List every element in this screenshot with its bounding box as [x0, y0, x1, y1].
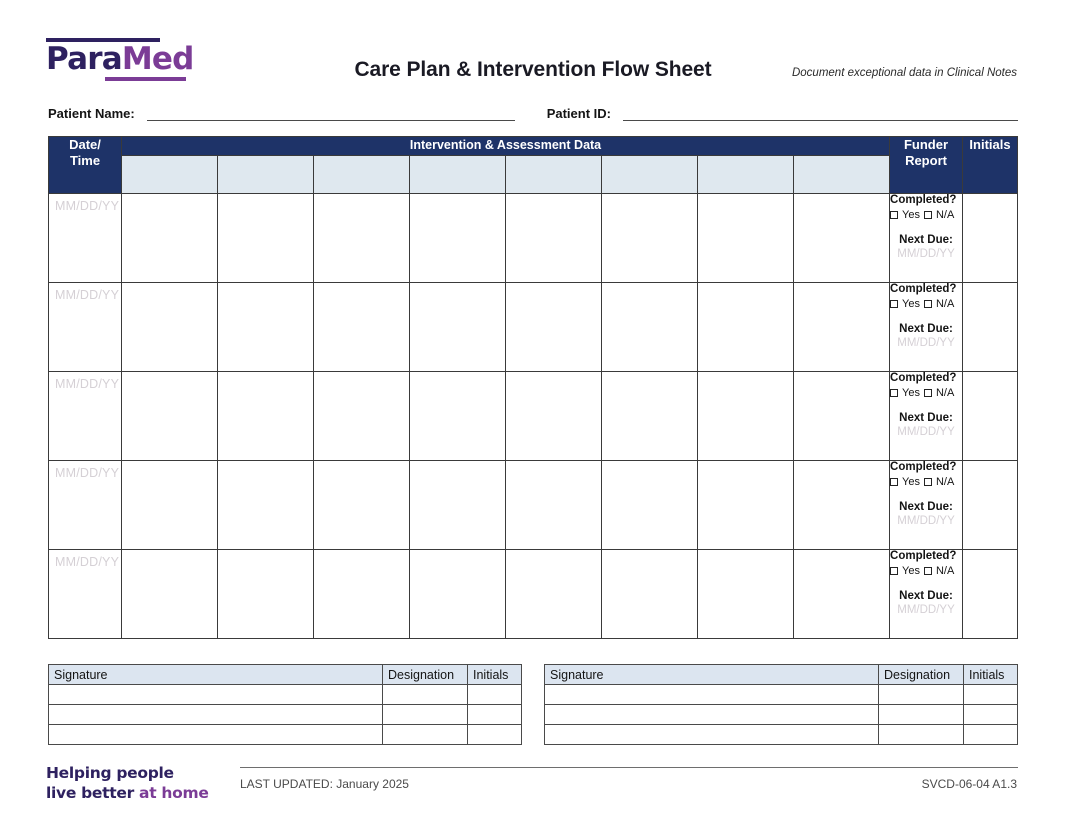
funder-next-due-label: Next Due: [899, 501, 953, 514]
signature-cell-designation[interactable] [879, 705, 964, 725]
footer-last-updated: LAST UPDATED: January 2025 [240, 777, 409, 791]
signature-table-left [48, 664, 522, 745]
patient-name-label: Patient Name: [48, 106, 135, 121]
cell-intervention-data[interactable] [314, 283, 410, 372]
cell-funder-report [890, 283, 963, 372]
funder-completed-label: Completed? [890, 461, 957, 474]
column-subheader-5[interactable] [506, 156, 602, 194]
checkbox-na[interactable] [924, 211, 932, 219]
checkbox-na[interactable] [924, 389, 932, 397]
signature-cell-initials[interactable] [468, 705, 522, 725]
flow-table-row [49, 194, 1018, 283]
flow-table-head [49, 137, 1018, 194]
cell-initials[interactable] [963, 550, 1018, 639]
column-header-funder-report [890, 137, 963, 194]
checkbox-na-label: N/A [935, 565, 955, 578]
cell-intervention-data[interactable] [602, 194, 698, 283]
cell-intervention-data[interactable] [698, 550, 794, 639]
cell-intervention-data[interactable] [602, 372, 698, 461]
signature-cell-signature[interactable] [49, 725, 383, 745]
signature-table-right-body [545, 685, 1018, 745]
column-subheader-1[interactable] [122, 156, 218, 194]
cell-date-time[interactable] [49, 461, 122, 550]
cell-intervention-data[interactable] [218, 372, 314, 461]
checkbox-yes-label: Yes [902, 298, 920, 311]
cell-intervention-data[interactable] [506, 372, 602, 461]
flow-table-body [49, 194, 1018, 639]
cell-intervention-data[interactable] [506, 283, 602, 372]
date-time-placeholder: MM/DD/YY [55, 377, 120, 392]
patient-info-row [48, 104, 1018, 121]
column-subheader-8[interactable] [794, 156, 890, 194]
cell-intervention-data[interactable] [314, 194, 410, 283]
cell-initials[interactable] [963, 461, 1018, 550]
date-time-placeholder: MM/DD/YY [55, 199, 120, 214]
tagline-line-1: Helping people [46, 764, 174, 783]
flow-table-row [49, 372, 1018, 461]
signature-cell-signature[interactable] [49, 705, 383, 725]
funder-next-due-value[interactable]: MM/DD/YY [897, 248, 955, 261]
checkbox-na[interactable] [924, 300, 932, 308]
checkbox-yes-label: Yes [902, 476, 920, 489]
checkbox-na[interactable] [924, 567, 932, 575]
intervention-flow-table [48, 136, 1018, 639]
signature-cell-signature[interactable] [545, 685, 879, 705]
cell-funder-report [890, 550, 963, 639]
funder-checkbox-group [890, 565, 962, 577]
signature-tables-area [48, 664, 1018, 745]
signature-cell-designation[interactable] [383, 685, 468, 705]
column-subheader-3[interactable] [314, 156, 410, 194]
funder-next-due-value[interactable]: MM/DD/YY [897, 515, 955, 528]
cell-intervention-data[interactable] [218, 550, 314, 639]
signature-header-row [545, 665, 1018, 685]
funder-completed-label: Completed? [890, 372, 957, 385]
date-time-header-line1: Date/ [69, 137, 101, 152]
signature-cell-initials[interactable] [468, 725, 522, 745]
signature-cell-signature[interactable] [545, 705, 879, 725]
date-time-header-line2: Time [69, 152, 101, 168]
flow-table-row [49, 283, 1018, 372]
cell-date-time[interactable] [49, 372, 122, 461]
flow-table-row [49, 461, 1018, 550]
funder-header-line1: Funder [903, 137, 949, 152]
cell-intervention-data[interactable] [410, 550, 506, 639]
signature-cell-signature[interactable] [545, 725, 879, 745]
flow-table-head-row-2 [49, 156, 1018, 194]
signature-table-right [544, 664, 1018, 745]
signature-cell-designation[interactable] [879, 685, 964, 705]
column-subheader-4[interactable] [410, 156, 506, 194]
funder-next-due-label: Next Due: [899, 590, 953, 603]
checkbox-yes-label: Yes [902, 387, 920, 400]
tagline-line-2a: live better [46, 783, 140, 802]
footer-document-code: SVCD-06-04 A1.3 [921, 777, 1017, 791]
signature-cell-initials[interactable] [964, 725, 1018, 745]
column-header-intervention-group: Intervention & Assessment Data [122, 137, 890, 156]
tagline-line-2b: at home [139, 783, 209, 802]
column-subheader-2[interactable] [218, 156, 314, 194]
cell-intervention-data[interactable] [698, 194, 794, 283]
funder-completed-label: Completed? [890, 194, 957, 207]
signature-header-initials: Initials [468, 665, 522, 685]
funder-checkbox-group [890, 298, 962, 310]
signature-cell-initials[interactable] [468, 685, 522, 705]
cell-funder-report [890, 461, 963, 550]
cell-funder-report [890, 372, 963, 461]
date-time-placeholder: MM/DD/YY [55, 555, 120, 570]
funder-header-line2: Report [905, 152, 947, 168]
page-title: Care Plan & Intervention Flow Sheet [354, 58, 712, 81]
patient-name-input[interactable] [147, 104, 515, 121]
cell-intervention-data[interactable] [410, 194, 506, 283]
signature-header-designation: Designation [879, 665, 964, 685]
flow-table-row [49, 550, 1018, 639]
checkbox-yes[interactable] [890, 389, 898, 397]
column-subheader-6[interactable] [602, 156, 698, 194]
cell-intervention-data[interactable] [314, 461, 410, 550]
signature-row [49, 685, 522, 705]
funder-next-due-value[interactable]: MM/DD/YY [897, 426, 955, 439]
cell-intervention-data[interactable] [122, 461, 218, 550]
funder-next-due-label: Next Due: [899, 234, 953, 247]
brand-tagline [46, 764, 209, 803]
column-header-initials: Initials [963, 137, 1018, 194]
date-time-placeholder: MM/DD/YY [55, 466, 120, 481]
signature-row [545, 685, 1018, 705]
header-note: Document exceptional data in Clinical Notes [791, 67, 1017, 79]
cell-intervention-data[interactable] [602, 461, 698, 550]
checkbox-yes[interactable] [890, 211, 898, 219]
cell-intervention-data[interactable] [506, 550, 602, 639]
cell-initials[interactable] [963, 283, 1018, 372]
column-header-date-time [49, 137, 122, 194]
cell-intervention-data[interactable] [794, 372, 890, 461]
cell-intervention-data[interactable] [506, 461, 602, 550]
signature-row [545, 725, 1018, 745]
funder-completed-label: Completed? [890, 283, 957, 296]
checkbox-yes[interactable] [890, 300, 898, 308]
signature-table-left-body [49, 685, 522, 745]
funder-checkbox-group [890, 476, 962, 488]
cell-intervention-data[interactable] [602, 283, 698, 372]
column-subheader-7[interactable] [698, 156, 794, 194]
cell-intervention-data[interactable] [314, 372, 410, 461]
date-time-placeholder: MM/DD/YY [55, 288, 120, 303]
cell-intervention-data[interactable] [218, 283, 314, 372]
checkbox-na[interactable] [924, 478, 932, 486]
page-header [0, 0, 1066, 96]
cell-intervention-data[interactable] [314, 550, 410, 639]
signature-row [49, 725, 522, 745]
checkbox-yes[interactable] [890, 567, 898, 575]
checkbox-na-label: N/A [935, 387, 955, 400]
signature-table-right-head [545, 665, 1018, 685]
funder-next-due-value[interactable]: MM/DD/YY [897, 337, 955, 350]
cell-date-time[interactable] [49, 194, 122, 283]
patient-id-label: Patient ID: [546, 106, 611, 121]
funder-completed-label: Completed? [890, 550, 957, 563]
cell-intervention-data[interactable] [122, 372, 218, 461]
signature-cell-signature[interactable] [49, 685, 383, 705]
cell-intervention-data[interactable] [122, 194, 218, 283]
cell-intervention-data[interactable] [410, 372, 506, 461]
cell-intervention-data[interactable] [794, 550, 890, 639]
cell-intervention-data[interactable] [602, 550, 698, 639]
cell-intervention-data[interactable] [698, 461, 794, 550]
signature-cell-initials[interactable] [964, 685, 1018, 705]
logo-text-med: Med [121, 41, 194, 77]
checkbox-yes-label: Yes [902, 565, 920, 578]
signature-cell-designation[interactable] [383, 725, 468, 745]
cell-intervention-data[interactable] [410, 283, 506, 372]
funder-checkbox-group [890, 209, 962, 221]
cell-intervention-data[interactable] [794, 283, 890, 372]
page-footer [0, 752, 1066, 824]
cell-intervention-data[interactable] [794, 194, 890, 283]
signature-row [545, 705, 1018, 725]
cell-initials[interactable] [963, 194, 1018, 283]
cell-intervention-data[interactable] [218, 461, 314, 550]
cell-intervention-data[interactable] [794, 461, 890, 550]
cell-intervention-data[interactable] [506, 194, 602, 283]
signature-cell-designation[interactable] [383, 705, 468, 725]
cell-intervention-data[interactable] [410, 461, 506, 550]
signature-header-initials: Initials [964, 665, 1018, 685]
cell-initials[interactable] [963, 372, 1018, 461]
cell-date-time[interactable] [49, 550, 122, 639]
signature-header-signature: Signature [49, 665, 383, 685]
signature-table-left-head [49, 665, 522, 685]
signature-cell-initials[interactable] [964, 705, 1018, 725]
checkbox-na-label: N/A [935, 476, 955, 489]
signature-cell-designation[interactable] [879, 725, 964, 745]
footer-divider [240, 767, 1018, 768]
funder-next-due-label: Next Due: [899, 412, 953, 425]
cell-intervention-data[interactable] [122, 283, 218, 372]
funder-next-due-value[interactable]: MM/DD/YY [897, 604, 955, 617]
cell-funder-report [890, 194, 963, 283]
checkbox-yes[interactable] [890, 478, 898, 486]
signature-header-designation: Designation [383, 665, 468, 685]
funder-next-due-label: Next Due: [899, 323, 953, 336]
checkbox-yes-label: Yes [902, 209, 920, 222]
flow-table-head-row-1 [49, 137, 1018, 156]
cell-intervention-data[interactable] [698, 372, 794, 461]
cell-intervention-data[interactable] [218, 194, 314, 283]
signature-header-signature: Signature [545, 665, 879, 685]
cell-date-time[interactable] [49, 283, 122, 372]
patient-id-input[interactable] [623, 104, 1018, 121]
signature-row [49, 705, 522, 725]
logo-text-para: Para [46, 41, 122, 77]
checkbox-na-label: N/A [935, 298, 955, 311]
checkbox-na-label: N/A [935, 209, 955, 222]
funder-checkbox-group [890, 387, 962, 399]
signature-header-row [49, 665, 522, 685]
cell-intervention-data[interactable] [122, 550, 218, 639]
cell-intervention-data[interactable] [698, 283, 794, 372]
